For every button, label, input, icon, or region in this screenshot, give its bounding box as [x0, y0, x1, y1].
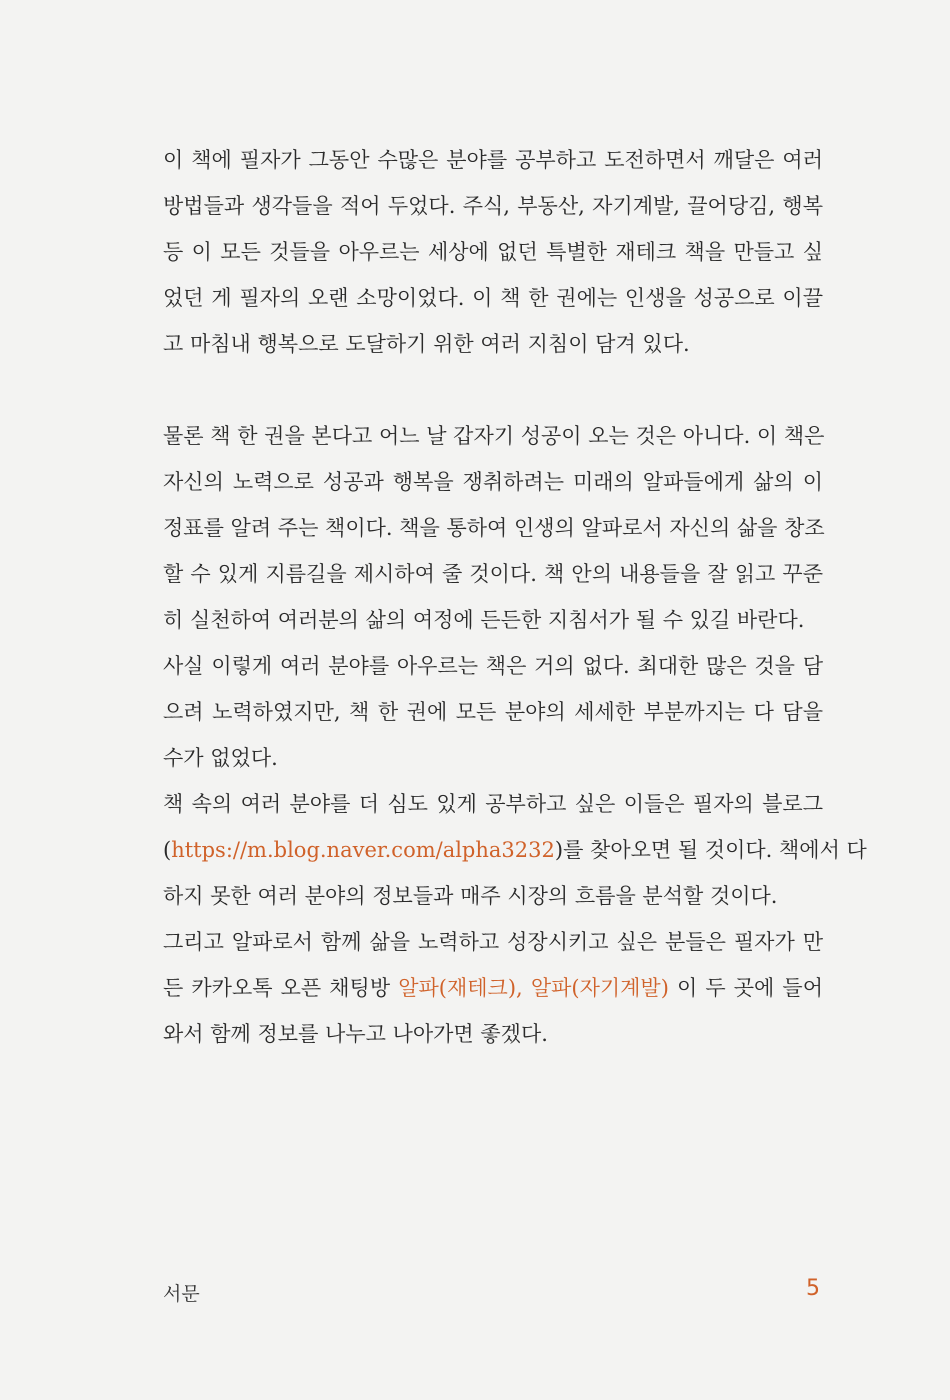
section-label: 서문 — [163, 1283, 200, 1305]
text-line: 책 속의 여러 분야를 더 심도 있게 공부하고 싶은 이들은 필자의 블로그 — [163, 792, 823, 816]
paragraph-3 — [163, 643, 823, 781]
text-line: 히 실천하여 여러분의 삶의 여정에 든든한 지침서가 될 수 있길 바란다. — [163, 608, 805, 632]
text-line: 그리고 알파로서 함께 삶을 노력하고 성장시키고 싶은 분들은 필자가 만 — [163, 930, 823, 954]
text-line: 수가 없었다. — [163, 746, 278, 770]
text-line: 이 책에 필자가 그동안 수많은 분야를 공부하고 도전하면서 깨달은 여러 — [163, 148, 823, 172]
text-line: 와서 함께 정보를 나누고 나아가면 좋겠다. — [163, 1022, 548, 1046]
text-line: 고 마침내 행복으로 도달하기 위한 여러 지침이 담겨 있다. — [163, 332, 690, 356]
page-body — [163, 137, 867, 1057]
text-line-with-chat-names — [163, 965, 823, 1011]
text-line: 방법들과 생각들을 적어 두었다. 주식, 부동산, 자기계발, 끌어당김, 행복 — [163, 194, 823, 218]
page-number: 5 — [806, 1276, 820, 1301]
chatroom-name-finance: 알파(재테크), — [398, 976, 523, 1000]
text-line: 하지 못한 여러 분야의 정보들과 매주 시장의 흐름을 분석할 것이다. — [163, 884, 778, 908]
text-line: 으려 노력하였지만, 책 한 권에 모든 분야의 세세한 부분까지는 다 담을 — [163, 700, 823, 724]
text-line: 었던 게 필자의 오랜 소망이었다. 이 책 한 권에는 인생을 성공으로 이끌 — [163, 286, 823, 310]
paren-open: ( — [163, 838, 172, 862]
text-line: 사실 이렇게 여러 분야를 아우르는 책은 거의 없다. 최대한 많은 것을 담 — [163, 654, 823, 678]
paragraph-1 — [163, 137, 823, 367]
text-fragment: 든 카카오톡 오픈 채팅방 — [163, 976, 399, 1000]
paragraph-spacer — [163, 367, 823, 413]
paragraph-2 — [163, 413, 823, 643]
paragraph-4 — [163, 781, 867, 919]
blog-link[interactable]: https://m.blog.naver.com/alpha3232 — [171, 838, 555, 862]
text-fragment — [523, 976, 531, 1000]
paragraph-5 — [163, 919, 823, 1057]
text-line-with-link — [163, 827, 867, 873]
text-fragment: )를 찾아오면 될 것이다. 책에서 다 — [554, 838, 867, 862]
text-line: 물론 책 한 권을 본다고 어느 날 갑자기 성공이 오는 것은 아니다. 이 책은 — [163, 424, 825, 448]
text-fragment: 이 두 곳에 들어 — [668, 976, 823, 1000]
text-line: 할 수 있게 지름길을 제시하여 줄 것이다. 책 안의 내용들을 잘 읽고 꾸준 — [163, 562, 823, 586]
chatroom-name-selfdev: 알파(자기계발) — [530, 976, 669, 1000]
text-line: 자신의 노력으로 성공과 행복을 쟁취하려는 미래의 알파들에게 삶의 이 — [163, 470, 823, 494]
text-line: 등 이 모든 것들을 아우르는 세상에 없던 특별한 재테크 책을 만들고 싶 — [163, 240, 823, 264]
text-line: 정표를 알려 주는 책이다. 책을 통하여 인생의 알파로서 자신의 삶을 창조 — [163, 516, 825, 540]
